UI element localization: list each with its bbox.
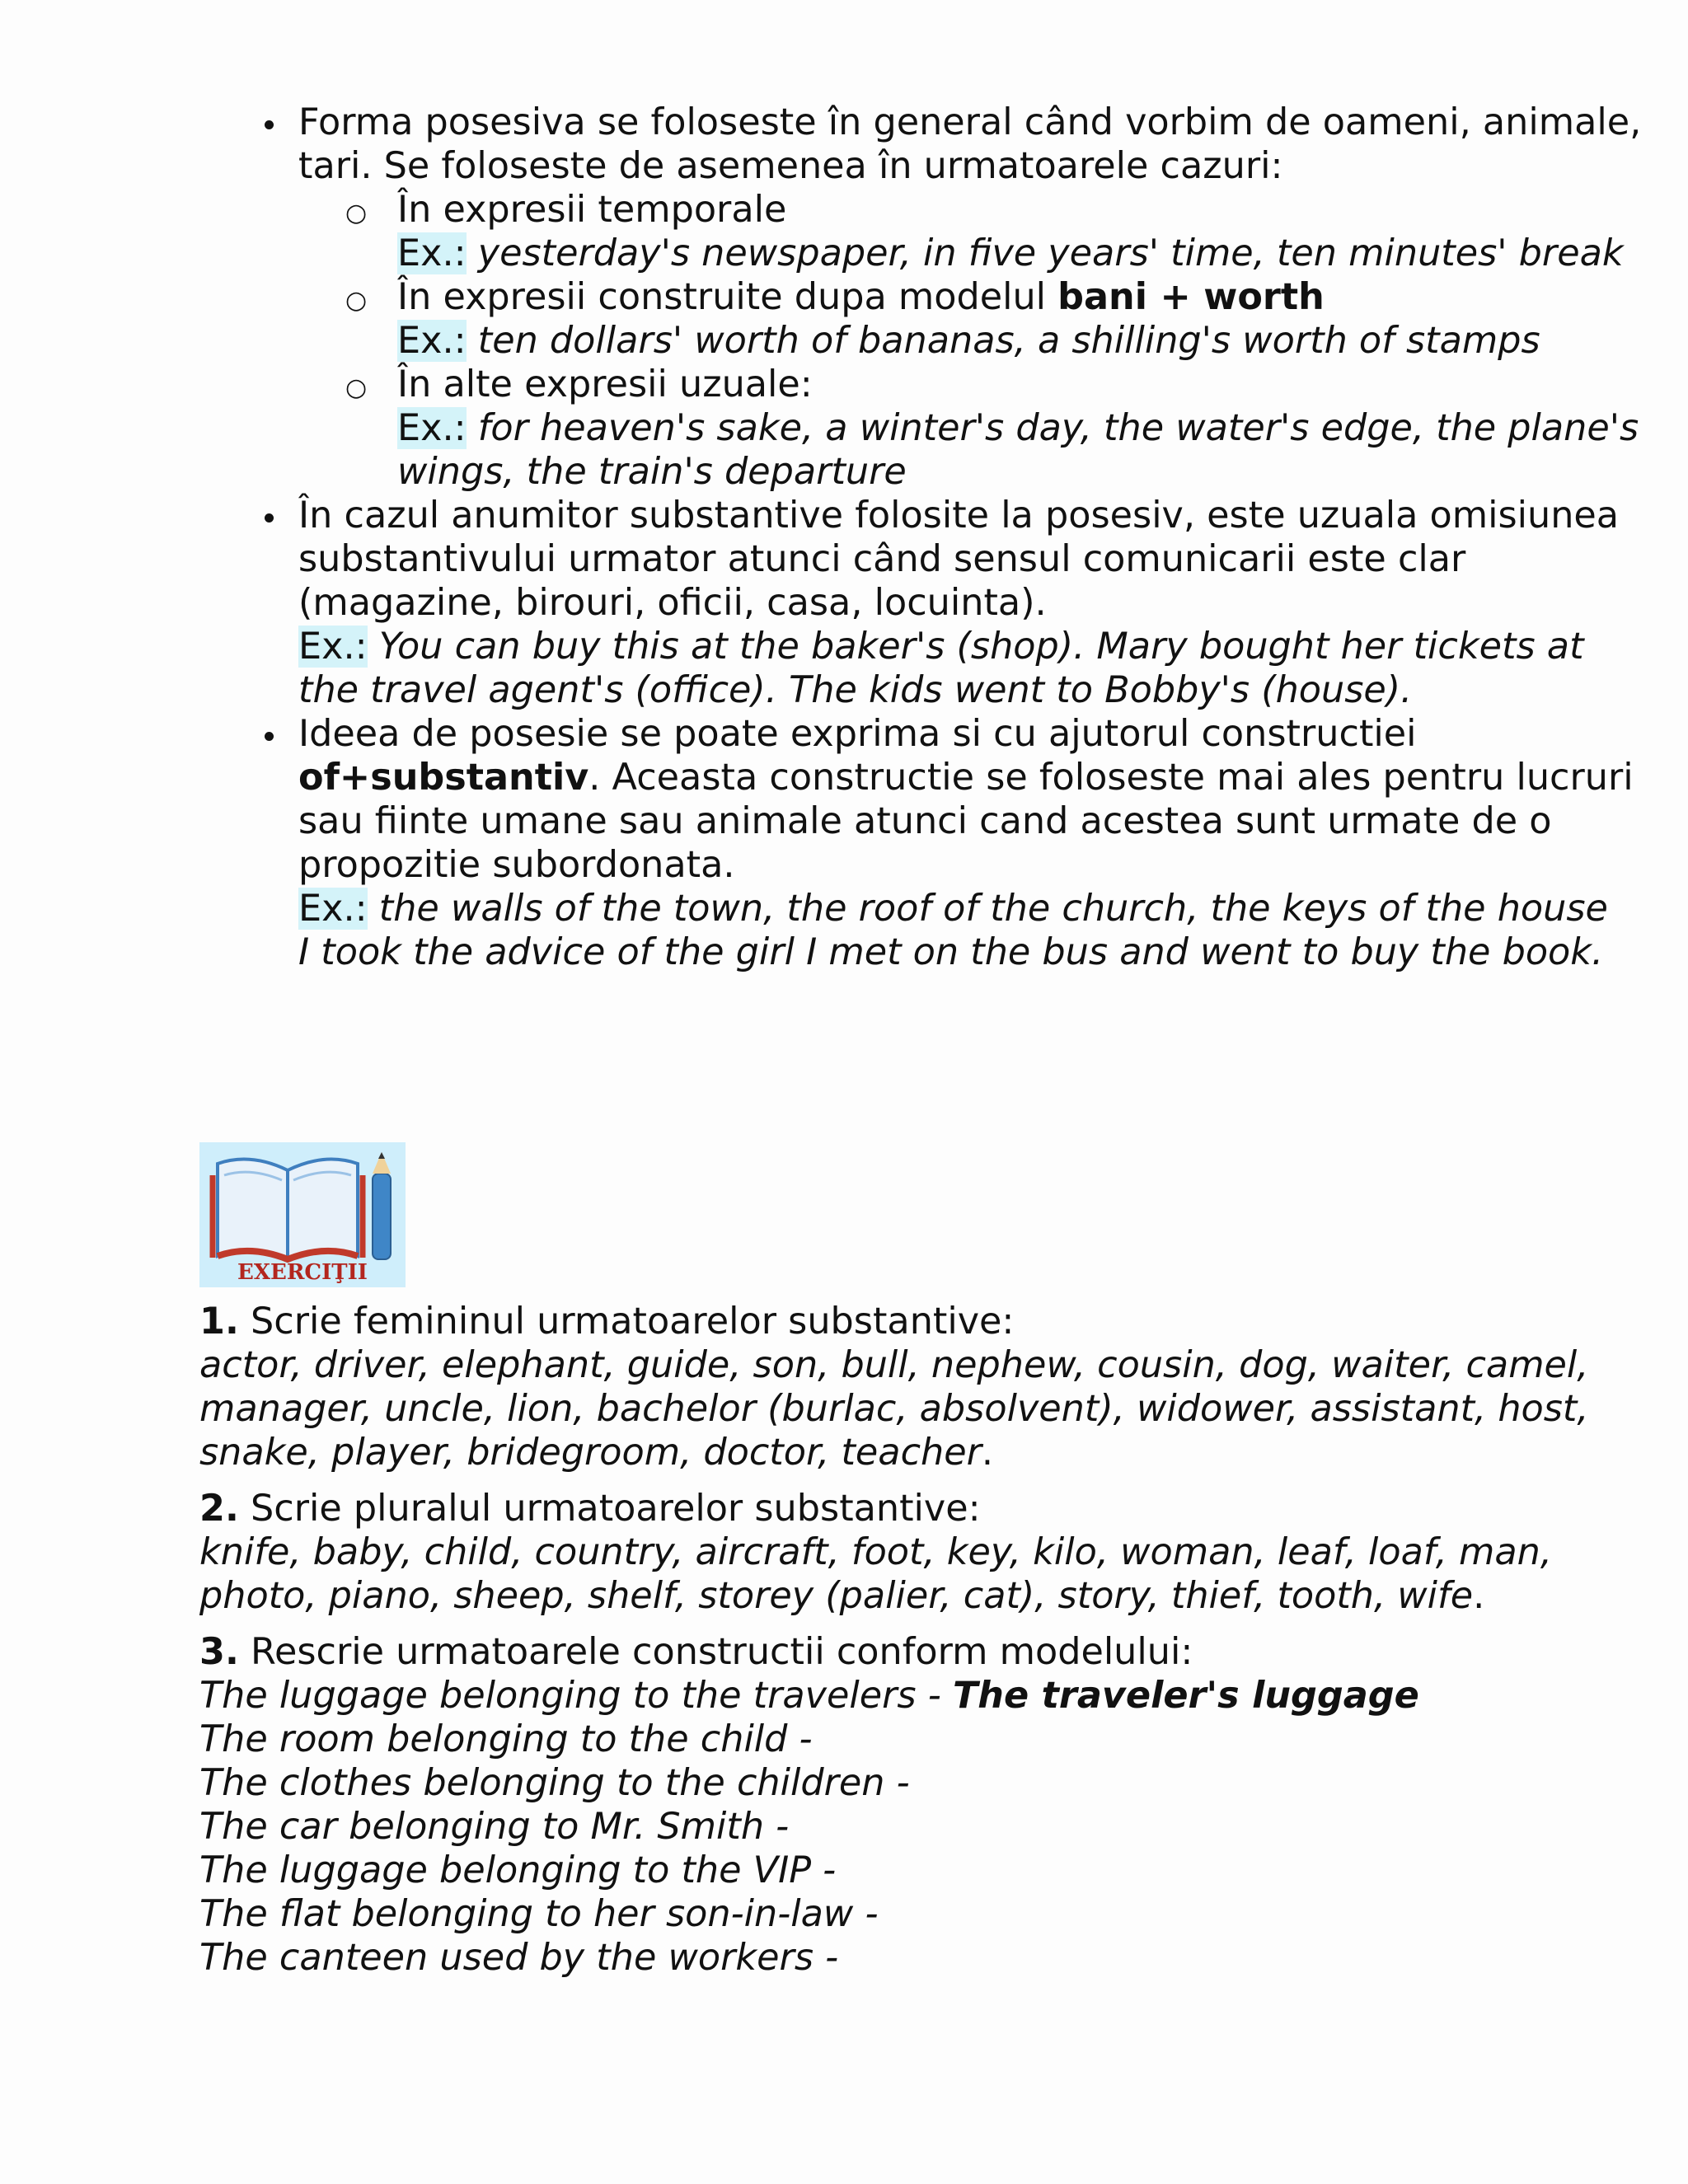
- example-line: [397, 406, 1650, 494]
- example-text: the walls of the town, the roof of the church, the keys of the house: [378, 888, 1608, 930]
- exercise-title: Rescrie urmatoarele constructii conform modelului:: [238, 1631, 1193, 1673]
- word-list: knife, baby, child, country, aircraft, foot, key, kilo, woman, leaf, loaf, man, photo, piano, sheep, shelf, storey (palier, cat), story, thief, tooth, wife: [199, 1531, 1553, 1617]
- exercise-line-text: The flat belonging to her son-in-law -: [199, 1893, 879, 1935]
- bullet-text: [298, 712, 1650, 887]
- exercise-line: [199, 1805, 1667, 1849]
- circle-bullet-icon: ○: [345, 286, 368, 315]
- sub-item-text: În alte expresii uzuale:: [397, 363, 813, 405]
- exercise-number: 3.: [199, 1631, 239, 1673]
- exercise-heading: [199, 1487, 1667, 1530]
- exercise-line: [199, 1849, 1667, 1892]
- exercise-line-text: The canteen used by the workers -: [199, 1937, 839, 1979]
- exercise-1: [199, 1300, 1667, 1474]
- example-text: for heaven's sake, a winter's day, the water's edge, the plane's wings, the train's departure: [397, 407, 1639, 493]
- exercise-line: [199, 1718, 1667, 1761]
- word-list-end: .: [1473, 1575, 1485, 1617]
- example-text: ten dollars' worth of bananas, a shilling's worth of stamps: [477, 320, 1540, 362]
- open-book-and-pencil-icon: [199, 1142, 406, 1287]
- exercise-heading: [199, 1630, 1667, 1674]
- bullet-text-part: . Aceasta constructie se foloseste mai ales pentru lucruri sau fiinte umane sau animale atunci cand acestea sunt urmate de o propozitie subordonata.: [298, 757, 1634, 886]
- sub-item-usual-expressions: [345, 363, 1650, 494]
- exercise-title: Scrie femininul urmatoarelor substantive:: [238, 1301, 1015, 1343]
- example-label: Ex.:: [298, 888, 368, 930]
- exercise-words: [199, 1530, 1667, 1618]
- exercise-number: 1.: [199, 1301, 239, 1343]
- exercises-section: [199, 1300, 1667, 1992]
- model-text: The luggage belonging to the travelers -: [199, 1675, 953, 1717]
- bullet-item-omission: [298, 494, 1650, 712]
- example-line: [397, 319, 1650, 363]
- sub-item-worth: [345, 275, 1650, 363]
- exercise-line: [199, 1892, 1667, 1936]
- bullet-text: Forma posesiva se foloseste în general când vorbim de oameni, animale, tari. Se foloseste de asemenea în urmatoarele cazuri:: [298, 101, 1642, 187]
- sub-item-text-part: În expresii construite dupa modelul: [397, 276, 1058, 318]
- example-text: You can buy this at the baker's (shop). Mary bought her tickets at the travel agent's (office). The kids went to Bobby's (house).: [298, 626, 1584, 711]
- sub-item-text: În expresii temporale: [397, 189, 787, 231]
- sub-item-text: [397, 275, 1650, 319]
- exercise-line-text: The car belonging to Mr. Smith -: [199, 1806, 790, 1848]
- exercise-number: 2.: [199, 1488, 239, 1530]
- model-answer: The traveler's luggage: [952, 1675, 1419, 1717]
- exercise-line: [199, 1761, 1667, 1805]
- model-line: [199, 1674, 1667, 1718]
- example-line-2: [298, 930, 1650, 974]
- example-line: [298, 625, 1650, 712]
- exercise-heading: [199, 1300, 1667, 1343]
- sub-item-temporal: [345, 188, 1650, 275]
- bullet-disc-icon: [252, 712, 285, 756]
- exercise-line-text: The clothes belonging to the children -: [199, 1762, 910, 1804]
- example-label: Ex.:: [397, 232, 467, 274]
- word-list-end: .: [981, 1432, 994, 1474]
- model-bold: bani + worth: [1057, 276, 1325, 318]
- circle-bullet-icon: ○: [345, 199, 368, 227]
- exercise-words: [199, 1343, 1667, 1474]
- bullet-item-of-construction: [298, 712, 1650, 974]
- bullet-item-possessive-form: [298, 101, 1650, 494]
- example-line: [298, 887, 1650, 930]
- construction-bold: of+substantiv: [298, 757, 589, 799]
- exercise-3: [199, 1630, 1667, 1980]
- example-line: [397, 232, 1650, 275]
- badge-label: EXERCIŢII: [237, 1260, 368, 1285]
- exercise-2: [199, 1487, 1667, 1618]
- exercises-badge: [199, 1142, 406, 1287]
- example-text: yesterday's newspaper, in five years' time, ten minutes' break: [477, 232, 1624, 274]
- example-label: Ex.:: [298, 626, 368, 668]
- exercise-line-text: The room belonging to the child -: [199, 1718, 813, 1760]
- circle-bullet-icon: ○: [345, 373, 368, 402]
- example-text: I took the advice of the girl I met on the bus and went to buy the book.: [298, 931, 1604, 973]
- example-label: Ex.:: [397, 407, 467, 449]
- bullet-disc-icon: [252, 494, 285, 537]
- bullet-text-part: Ideea de posesie se poate exprima si cu ajutorul constructiei: [298, 713, 1417, 755]
- exercise-line: [199, 1936, 1667, 1980]
- bullet-text: În cazul anumitor substantive folosite la posesiv, este uzuala omisiunea substantivului urmator atunci când sensul comunicarii este clar (magazine, birouri, oficii, casa, locuinta).: [298, 494, 1620, 624]
- exercise-title: Scrie pluralul urmatoarelor substantive:: [238, 1488, 981, 1530]
- bullet-disc-icon: [252, 101, 285, 144]
- bullet-list: [298, 101, 1650, 974]
- exercise-line-text: The luggage belonging to the VIP -: [199, 1849, 837, 1891]
- example-label: Ex.:: [397, 320, 467, 362]
- word-list: actor, driver, elephant, guide, son, bull, nephew, cousin, dog, waiter, camel, manager, uncle, lion, bachelor (burlac, absolvent), widower, assistant, host, snake, player, bridegroom, doctor, teacher: [199, 1344, 1589, 1474]
